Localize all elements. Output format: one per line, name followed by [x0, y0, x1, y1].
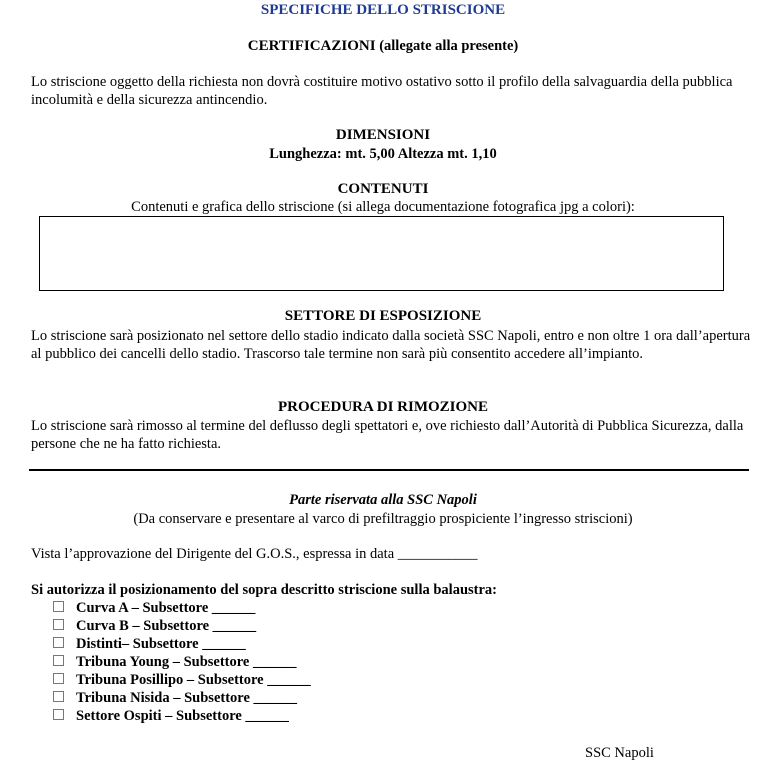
option-curva-b[interactable]	[53, 618, 256, 635]
sector-text: Lo striscione sarà posizionato nel settore dello stadio indicato dalla società SSC Napoli, entro e non oltre 1 ora dall’apertura al pubblico dei cancelli dello stadio. Trascorso tale termine non sarà più consentito accedere all’impianto.	[31, 328, 751, 362]
option-label: Settore Ospiti – Subsettore ______	[76, 708, 289, 724]
option-label: Tribuna Young – Subsettore ______	[76, 654, 297, 670]
reserved-title: Parte riservata alla SSC Napoli	[289, 492, 477, 508]
removal-heading: PROCEDURA DI RIMOZIONE	[277, 399, 488, 415]
certifications-heading	[0, 38, 766, 55]
section-divider	[29, 469, 749, 471]
certifications-text: Lo striscione oggetto della richiesta non dovrà costituire motivo ostativo sotto il profilo della salvaguardia della pubblica incolumità e della sicurezza antincendio.	[31, 74, 733, 108]
checkbox-icon[interactable]	[53, 709, 64, 720]
dimensions-heading: DIMENSIONI	[335, 127, 431, 143]
checkbox-icon[interactable]	[53, 673, 64, 684]
option-settore-ospiti[interactable]	[53, 708, 289, 725]
contents-text: Contenuti e grafica dello striscione (si allega documentazione fotografica jpg a colori):	[131, 199, 635, 215]
approval-text: Vista l’approvazione del Dirigente del G.O.S., espressa in data ___________	[31, 546, 478, 562]
dimensions-value: Lunghezza: mt. 5,00 Altezza mt. 1,10	[269, 146, 497, 162]
contents-heading: CONTENUTI	[337, 181, 429, 197]
checkbox-icon[interactable]	[53, 691, 64, 702]
contents-input-box[interactable]	[39, 216, 724, 291]
checkbox-icon[interactable]	[53, 655, 64, 666]
signature: SSC Napoli	[585, 745, 654, 761]
option-curva-a[interactable]	[53, 600, 255, 617]
reserved-note: (Da conservare e presentare al varco di prefiltraggio prospiciente l’ingresso striscioni)	[133, 511, 633, 527]
checkbox-icon[interactable]	[53, 619, 64, 630]
authorize-text: Si autorizza il posizionamento del sopra descritto striscione sulla balaustra:	[31, 582, 497, 598]
sector-heading: SETTORE DI ESPOSIZIONE	[284, 308, 482, 324]
option-label: Distinti– Subsettore ______	[76, 636, 246, 652]
certifications-note: (allegate alla presente)	[375, 38, 519, 54]
checkbox-icon[interactable]	[53, 637, 64, 648]
removal-text: Lo striscione sarà rimosso al termine del deflusso degli spettatori e, ove richiesto dall’Autorità di Pubblica Sicurezza, dalla persone che ne ha fatto richiesta.	[31, 418, 744, 452]
option-label: Tribuna Nisida – Subsettore ______	[76, 690, 298, 706]
option-tribuna-nisida[interactable]	[53, 690, 297, 707]
option-distinti[interactable]	[53, 636, 246, 653]
certifications-heading-label: CERTIFICAZIONI	[247, 38, 376, 54]
document-title: SPECIFICHE DELLO STRISCIONE	[260, 2, 506, 18]
option-tribuna-posillipo[interactable]	[53, 672, 311, 689]
option-label: Curva B – Subsettore ______	[76, 618, 257, 634]
option-label: Tribuna Posillipo – Subsettore ______	[76, 672, 311, 688]
option-tribuna-young[interactable]	[53, 654, 297, 671]
checkbox-icon[interactable]	[53, 601, 64, 612]
option-label: Curva A – Subsettore ______	[76, 600, 256, 616]
